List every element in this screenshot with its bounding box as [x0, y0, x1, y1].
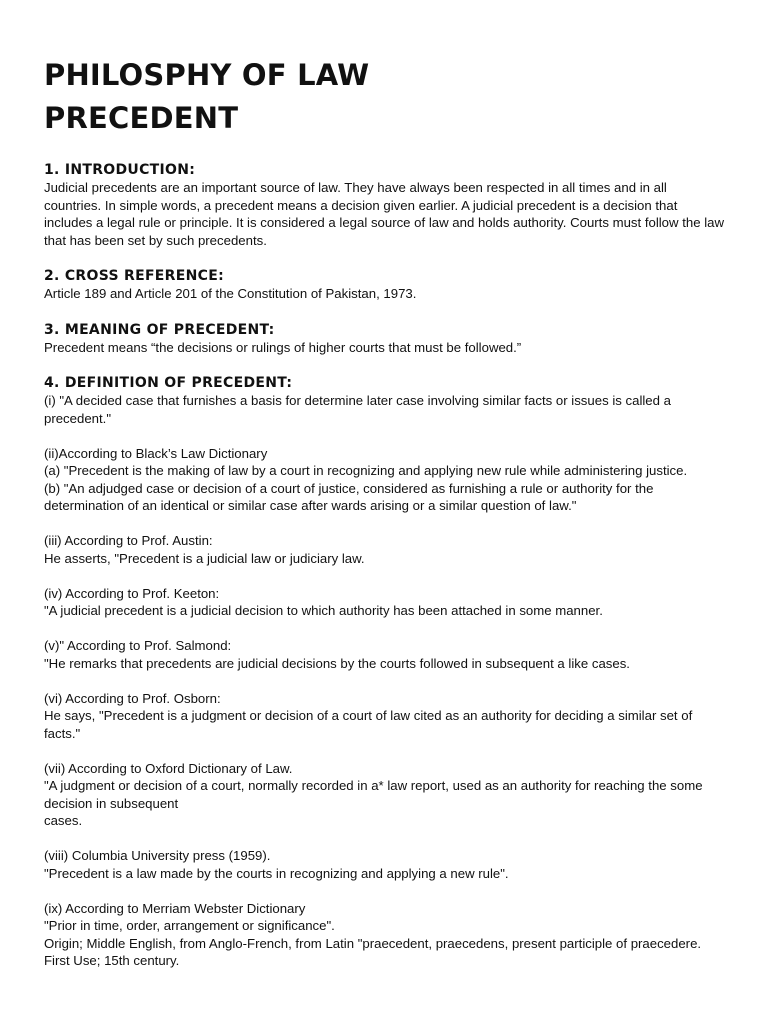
section-heading: 4. DEFINITION OF PRECEDENT: [44, 375, 293, 391]
section-introduction [44, 161, 724, 249]
definition-iii-heading: (iii) According to Prof. Austin: [44, 533, 213, 548]
definition-vii-body-continued: cases. [44, 813, 83, 828]
definition-ii-b: (b) "An adjudged case or decision of a court of justice, considered as furnishing a rule or authority for the determination of an identical or similar case after wards arising or a similar question of law." [44, 480, 654, 513]
definition-iii-body: He asserts, "Precedent is a judicial law or judiciary law. [44, 550, 365, 566]
definition-vii-body: "A judgment or decision of a court, normally recorded in a* law report, used as an authority for reaching the some decision in subsequent [44, 778, 703, 811]
definition-v-heading: (v)" According to Prof. Salmond: [44, 638, 232, 653]
document-page [44, 54, 724, 970]
definition-ii-a: (a) "Precedent is the making of law by a court in recognizing and applying new rule while administering justice. [44, 463, 688, 478]
paragraph: Judicial precedents are an important source of law. They have always been respected in all times and in all countries. In simple words, a precedent means a decision given earlier. A judicial precedent is a decision that includes a legal rule or principle. It is considered a legal source of law and holds authority. Courts must follow the law that has been set by such precedents. [44, 180, 724, 248]
section-meaning [44, 321, 724, 357]
definition-viii-body: "Precedent is a law made by the courts in recognizing and applying a new rule". [44, 865, 509, 881]
definition-ix-origin: Origin; Middle English, from Anglo-French, from Latin "praecedent, praecedens, present participle of praecedere. First Use; 15th century. [44, 935, 702, 968]
definition-i: (i) "A decided case that furnishes a basis for determine later case involving similar facts or issues is called a precedent." [44, 393, 671, 426]
section-cross-reference [44, 267, 724, 303]
title-line-1: PHILOSPHY OF LAW [44, 58, 370, 92]
section-heading: 3. MEANING OF PRECEDENT: [44, 321, 275, 338]
paragraph: Article 189 and Article 201 of the Constitution of Pakistan, 1973. [44, 286, 417, 301]
section-heading: 1. INTRODUCTION: [44, 162, 196, 178]
title-line-2: PRECEDENT [44, 101, 239, 135]
definition-ii-heading: (ii)According to Black’s Law Dictionary [44, 445, 268, 461]
definition-vii-heading: (vii) According to Oxford Dictionary of Law. [44, 760, 293, 776]
definition-iv-heading: (iv) According to Prof. Keeton: [44, 585, 220, 601]
paragraph: Precedent means “the decisions or rulings of higher courts that must be followed.” [44, 339, 522, 355]
section-heading: 2. CROSS REFERENCE: [44, 268, 224, 284]
document-title [44, 54, 724, 140]
definition-viii-heading: (viii) Columbia University press (1959). [44, 848, 271, 863]
definition-v-body: "He remarks that precedents are judicial decisions by the courts followed in subsequent a like cases. [44, 655, 630, 671]
definition-ix-body: "Prior in time, order, arrangement or significance". [44, 918, 335, 933]
definition-vi-heading: (vi) According to Prof. Osborn: [44, 690, 221, 706]
definition-iv-body: "A judicial precedent is a judicial decision to which authority has been attached in some manner. [44, 603, 603, 618]
section-definition [44, 374, 724, 970]
definition-ix-heading: (ix) According to Merriam Webster Dictionary [44, 900, 306, 916]
definition-vi-body: He says, "Precedent is a judgment or decision of a court of law cited as an authority for deciding a similar set of facts." [44, 708, 693, 741]
